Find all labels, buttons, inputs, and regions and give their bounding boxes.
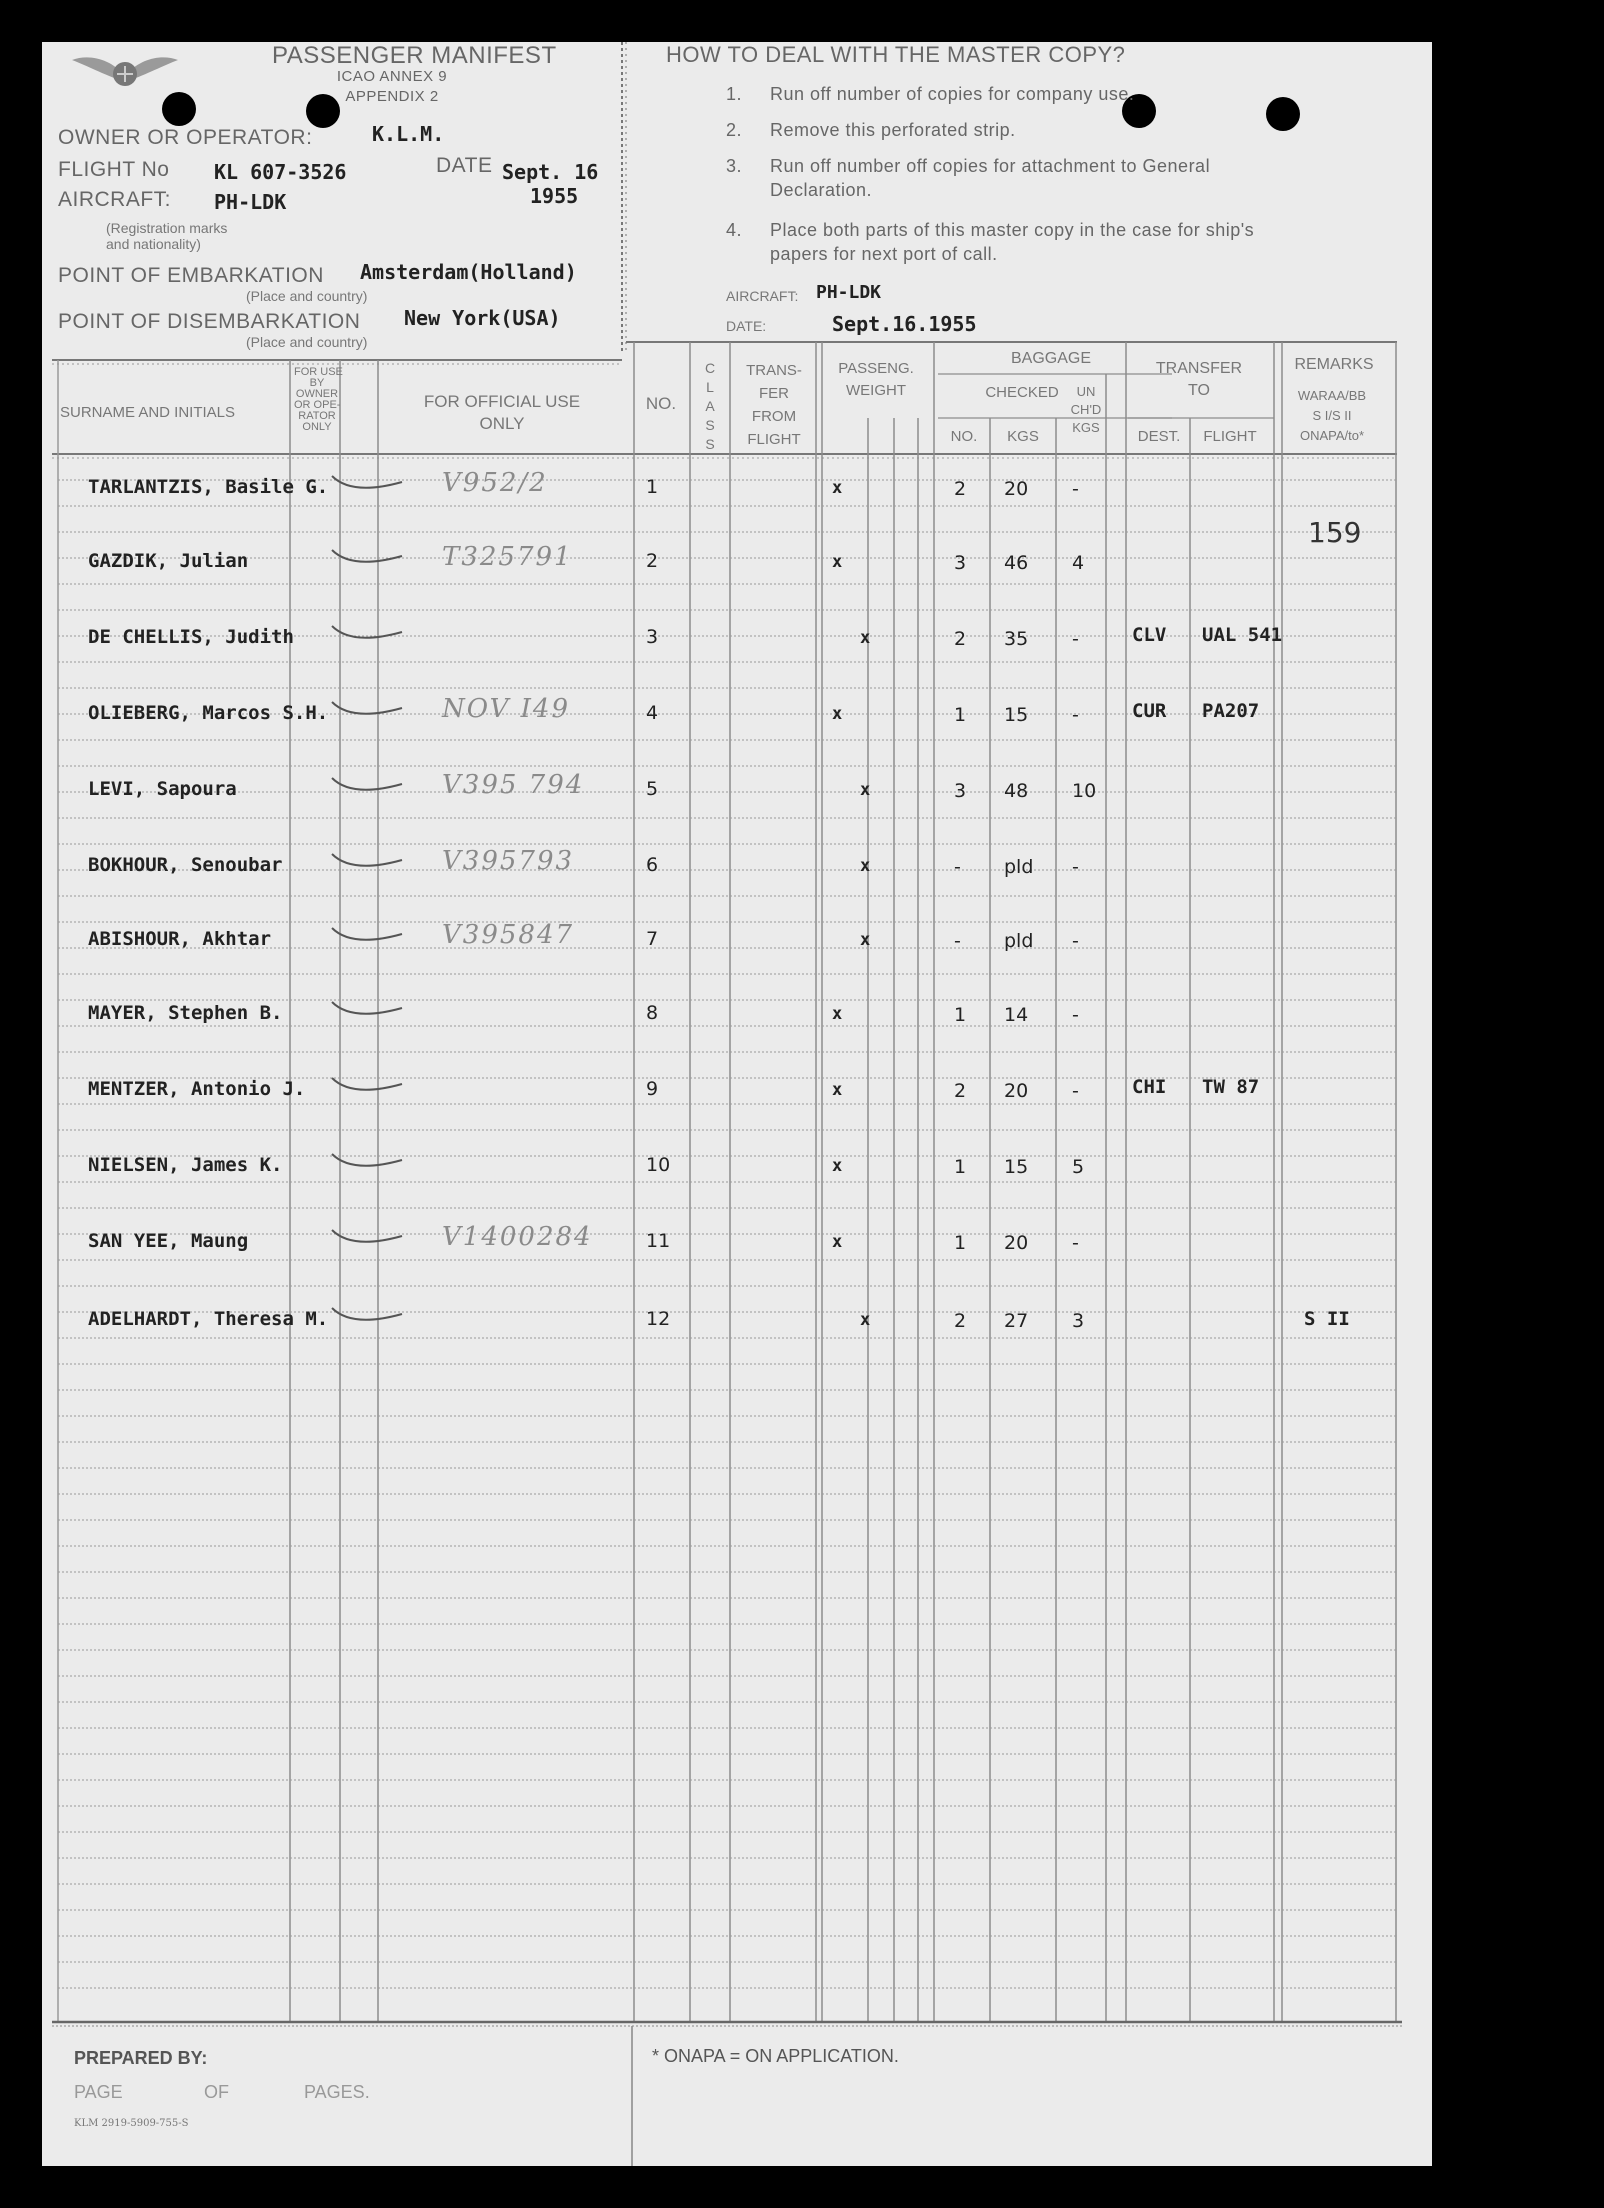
unchecked-kgs: - [1072,1232,1079,1254]
col-baggage: BAGGAGE [1010,350,1092,367]
appendix: APPENDIX 2 [345,88,439,105]
baggage-count: 3 [954,552,967,574]
date-value-year: 1955 [530,184,579,208]
passenger-name: MAYER, Stephen B. [88,1002,283,1024]
passenger-weight-mark: x [832,1232,843,1252]
instruction-text: Run off number off copies for attachment to General [770,156,1211,176]
transfer-from-line: TRANS- [746,362,802,379]
baggage-kgs: 46 [1004,552,1029,574]
passenger-weight-mark: x [832,552,843,572]
col-remarks: REMARKS [1294,356,1374,373]
col-checked-kgs: KGS [1007,428,1039,445]
passenger-number: 9 [646,1078,659,1100]
baggage-kgs: 20 [1004,478,1029,500]
passenger-number: 1 [646,476,659,498]
instruction-number: 2. [726,120,743,140]
punch-hole [1266,97,1300,131]
transfer-from-line: FROM [751,408,797,425]
passenger-number: 10 [646,1154,671,1176]
remarks-entry: S II [1304,1308,1350,1330]
baggage-count: 2 [954,478,967,500]
passenger-name: NIELSEN, James K. [88,1154,283,1176]
baggage-count: 2 [954,628,967,650]
check-tick-icon [332,476,402,488]
transfer-flight: TW 87 [1202,1076,1260,1098]
page-label: PAGE [74,2082,123,2102]
col-no: NO. [645,394,677,413]
baggage-count: 1 [954,1232,967,1254]
embarkation-value: Amsterdam(Holland) [360,260,577,284]
official-use-line: FOR OFFICIAL USE [423,392,581,411]
remarks-code-line: WARAA/BB [1297,388,1367,403]
instructions-date-label: DATE: [726,318,767,334]
passenger-name: ABISHOUR, Akhtar [88,928,272,950]
transfer-destination: CUR [1132,700,1167,722]
passenger-name: TARLANTZIS, Basile G. [88,476,329,498]
pages-label: PAGES. [304,2082,370,2102]
unchecked-kgs: 4 [1072,552,1085,574]
instruction-text: Run off number of copies for company use. [770,84,1135,104]
baggage-count: 1 [954,704,967,726]
transfer-flight: PA207 [1202,700,1260,722]
unchecked-line: CH'D [1070,402,1102,417]
registration-note-2: and nationality) [106,236,201,252]
baggage-kgs: 27 [1004,1310,1029,1332]
owner-use-line: RATOR [298,410,336,422]
passenger-number: 5 [646,778,659,800]
unchecked-kgs: 3 [1072,1310,1085,1332]
passenger-weight-mark: x [832,1156,843,1176]
passenger-number: 2 [646,550,659,572]
unchecked-line: UN [1076,384,1096,399]
instructions-title: HOW TO DEAL WITH THE MASTER COPY? [666,42,1126,67]
manifest-paper [42,42,1432,2166]
passenger-number: 8 [646,1002,659,1024]
passenger-number: 12 [646,1308,671,1330]
owner-use-line: FOR USE [294,366,343,378]
instruction-text: Remove this perforated strip. [770,120,1016,140]
passenger-weight-mark: x [860,930,871,950]
instruction-number: 4. [726,220,743,240]
page-number: 159 [1308,516,1362,549]
check-tick-icon [332,702,402,714]
onapa-note: * ONAPA = ON APPLICATION. [652,2046,899,2066]
passenger-weight-mark: x [832,1080,843,1100]
unchecked-kgs: - [1072,1004,1079,1026]
passenger-name: LEVI, Sapoura [88,778,237,800]
passenger-number: 7 [646,928,659,950]
col-flight: FLIGHT [1203,428,1257,445]
transfer-to-line: TO [1188,382,1210,399]
unchecked-kgs: - [1072,704,1079,726]
class-letter: L [706,379,714,395]
col-dest: DEST. [1137,428,1181,445]
class-letter: A [705,398,715,414]
transfer-destination: CHI [1132,1076,1167,1098]
passenger-weight-mark: x [832,478,843,498]
instruction-text-continued: Declaration. [770,180,873,200]
prepared-by-label: PREPARED BY: [74,2048,208,2068]
unchecked-kgs: - [1072,628,1079,650]
baggage-count: 1 [954,1156,967,1178]
passenger-weight-mark: x [860,1310,871,1330]
transfer-from-line: FER [759,385,789,402]
owner-value: K.L.M. [372,122,445,146]
unchecked-kgs: 10 [1072,780,1097,802]
passenger-number: 6 [646,854,659,876]
instruction-text-continued: papers for next port of call. [770,244,998,264]
owner-use-line: OR OPE- [294,399,341,411]
passenger-weight-mark: x [860,780,871,800]
baggage-kgs: pld [1004,856,1034,878]
passenger-number: 11 [646,1230,671,1252]
flight-value: KL 607-3526 [214,160,347,184]
flight-label: FLIGHT No [58,158,170,181]
remarks-code-line: S I/S II [1312,408,1352,423]
passenger-weight-line: WEIGHT [846,382,906,399]
instructions-date-value: Sept.16.1955 [832,312,977,336]
passenger-name: BOKHOUR, Senoubar [88,854,283,876]
instructions-aircraft-label: AIRCRAFT: [726,288,799,304]
check-tick-icon [332,778,402,790]
baggage-count: 1 [954,1004,967,1026]
baggage-count: 2 [954,1080,967,1102]
baggage-kgs: 20 [1004,1080,1029,1102]
check-tick-icon [332,1230,402,1242]
date-value-day: Sept. 16 [502,160,599,184]
baggage-kgs: 35 [1004,628,1029,650]
col-surname: SURNAME AND INITIALS [60,404,236,421]
class-letter: S [705,417,715,433]
passenger-name: MENTZER, Antonio J. [88,1078,306,1100]
owner-use-line: BY [309,377,325,389]
passenger-name: OLIEBERG, Marcos S.H. [88,702,329,724]
unchecked-kgs: - [1072,478,1079,500]
disembarkation-value: New York(USA) [404,306,561,330]
date-label: DATE [436,154,493,177]
col-checked-no: NO. [950,428,978,445]
transfer-from-line: FLIGHT [747,431,801,448]
class-letter: C [704,360,716,376]
unchecked-kgs: - [1072,1080,1079,1102]
passenger-weight-line: PASSENG. [838,360,914,377]
aircraft-value: PH-LDK [214,190,287,214]
unchecked-kgs: - [1072,856,1079,878]
passenger-name: GAZDIK, Julian [88,550,249,572]
registration-note: (Registration marks [106,220,228,236]
baggage-kgs: 48 [1004,780,1029,802]
official-use-entry: V1400284 [442,1222,593,1252]
instructions-aircraft-value: PH-LDK [816,282,882,303]
instruction-text: Place both parts of this master copy in the case for ship's [770,220,1255,240]
baggage-kgs: 15 [1004,704,1029,726]
official-use-line: ONLY [479,414,525,433]
official-use-entry: NOV I49 [442,694,571,724]
icao-annex: ICAO ANNEX 9 [336,68,448,85]
passenger-weight-mark: x [832,704,843,724]
manifest-title: PASSENGER MANIFEST [272,42,557,69]
baggage-kgs: 15 [1004,1156,1029,1178]
baggage-count: 2 [954,1310,967,1332]
check-tick-icon [332,1078,402,1090]
passenger-name: SAN YEE, Maung [88,1230,249,1252]
owner-use-line: OWNER [295,388,339,400]
passenger-weight-mark: x [860,856,871,876]
remarks-code-line: ONAPA/to* [1299,428,1365,443]
transfer-flight: UAL 541 [1202,624,1283,646]
instruction-number: 1. [726,84,743,104]
official-use-entry: V952/2 [442,468,548,498]
passenger-name: DE CHELLIS, Judith [88,626,294,648]
official-use-entry: V395793 [442,846,575,876]
transfer-to-line: TRANSFER [1155,360,1243,377]
official-use-entry: T325791 [442,542,573,572]
embarkation-note: (Place and country) [246,288,368,304]
check-tick-icon [332,1308,402,1320]
unchecked-kgs: - [1072,930,1079,952]
check-tick-icon [332,928,402,940]
owner-label: OWNER OR OPERATOR: [58,126,313,149]
aircraft-label: AIRCRAFT: [58,188,172,211]
passenger-number: 3 [646,626,659,648]
transfer-destination: CLV [1132,624,1167,646]
of-label: OF [204,2082,229,2102]
instruction-number: 3. [726,156,743,176]
official-use-entry: V395847 [442,920,575,950]
baggage-count: - [954,930,961,952]
baggage-kgs: pld [1004,930,1034,952]
col-checked: CHECKED [985,384,1059,401]
baggage-count: - [954,856,961,878]
passenger-number: 4 [646,702,659,724]
disembarkation-label: POINT OF DISEMBARKATION [58,310,361,333]
check-tick-icon [332,854,402,866]
official-use-entry: V395 794 [442,770,585,800]
form-code: KLM 2919-5909-755-S [74,2118,189,2129]
disembarkation-note: (Place and country) [246,334,368,350]
baggage-count: 3 [954,780,967,802]
check-tick-icon [332,1002,402,1014]
owner-use-line: ONLY [302,421,332,433]
baggage-kgs: 20 [1004,1232,1029,1254]
passenger-weight-mark: x [832,1004,843,1024]
check-tick-icon [332,550,402,562]
passenger-name: ADELHARDT, Theresa M. [88,1308,329,1330]
class-letter: S [705,436,715,452]
passenger-weight-mark: x [860,628,871,648]
unchecked-kgs: 5 [1072,1156,1085,1178]
embarkation-label: POINT OF EMBARKATION [58,264,324,287]
unchecked-line: KGS [1072,420,1100,435]
baggage-kgs: 14 [1004,1004,1029,1026]
klm-wings-logo-icon [70,46,180,106]
